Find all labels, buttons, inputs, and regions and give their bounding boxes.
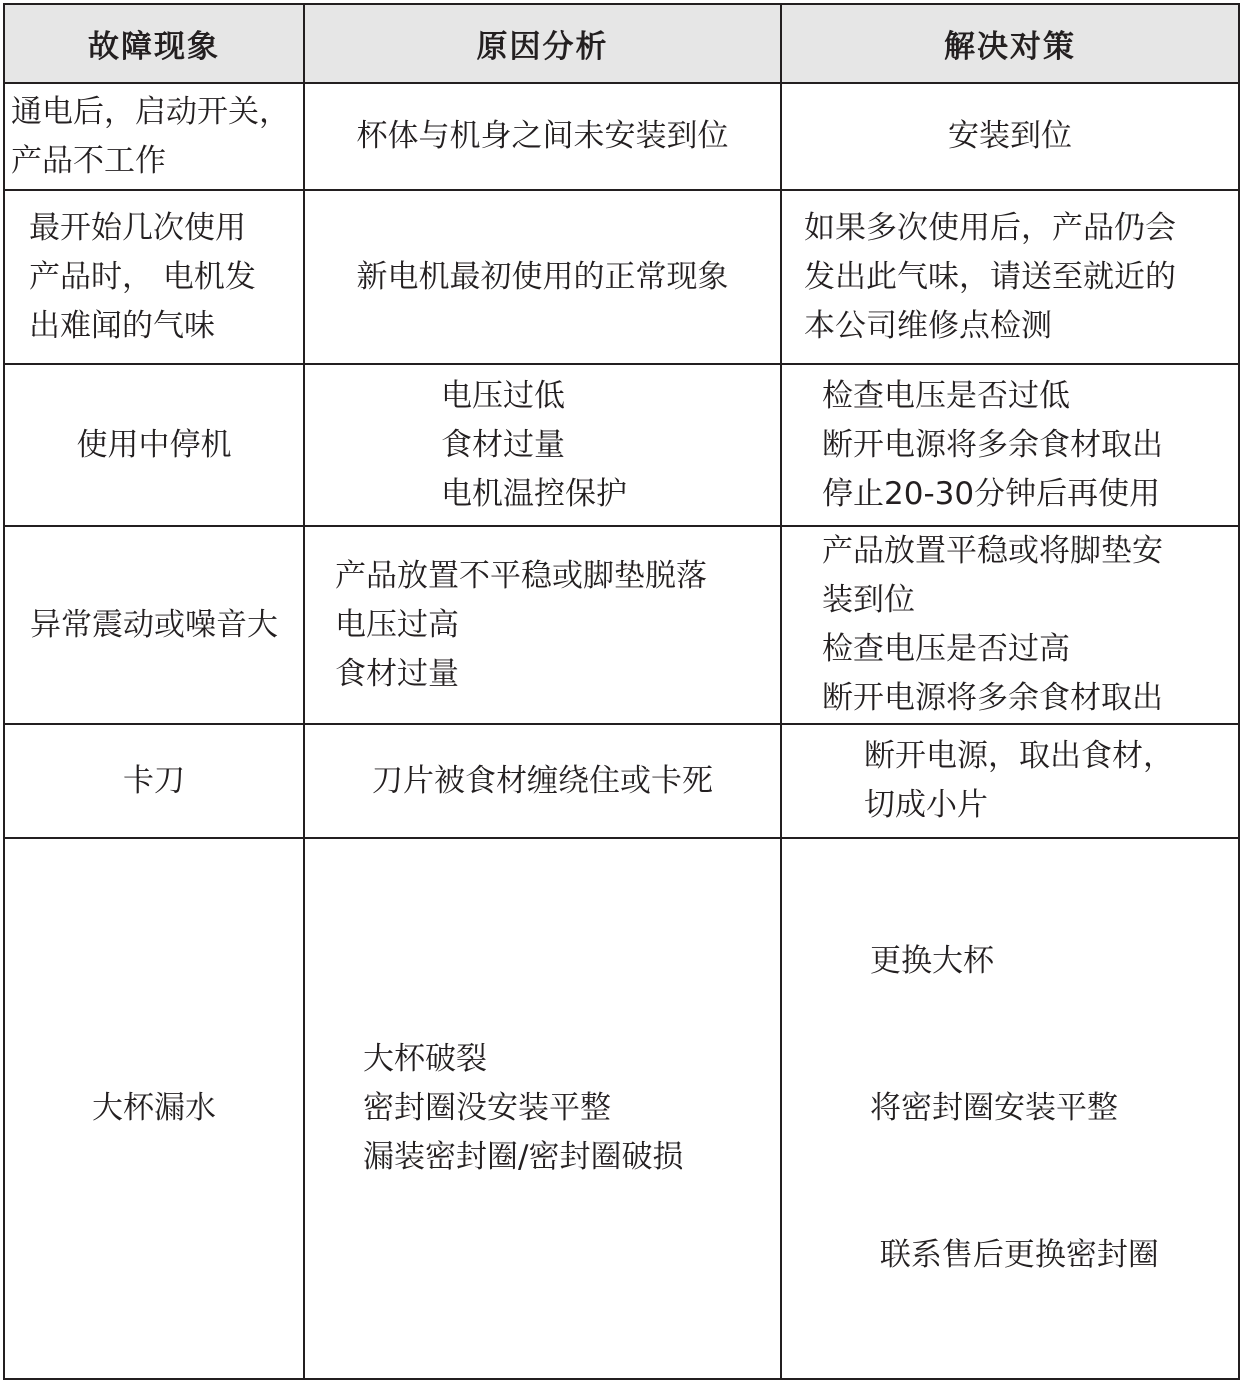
symptom-line: 出难闻的气味 xyxy=(29,307,215,344)
solution-cell xyxy=(781,364,1239,526)
table-row xyxy=(4,190,1239,364)
solution-line: 断开电源，取出食材， xyxy=(864,738,1174,774)
symptom-line: 最开始几次使用 xyxy=(29,209,246,246)
cause-cell xyxy=(304,838,781,1379)
symptom-line: 卡刀 xyxy=(123,762,185,799)
cause-line: 刀片被食材缠绕住或卡死 xyxy=(372,762,713,799)
symptom-cell xyxy=(4,364,304,526)
symptom-line: 通电后，启动开关， xyxy=(11,93,290,130)
table-row xyxy=(4,526,1239,724)
solution-cell xyxy=(781,724,1239,838)
solution-line: 安装到位 xyxy=(948,118,1072,154)
solution-line: 如果多次使用后，产品仍会 xyxy=(804,209,1176,246)
cause-line: 电机温控保护 xyxy=(441,475,627,512)
solution-line: 断开电源将多余食材取出 xyxy=(822,426,1163,463)
solution-line: 装到位 xyxy=(822,582,915,618)
cause-line: 电压过低 xyxy=(441,377,565,414)
symptom-line: 异常震动或噪音大 xyxy=(30,606,278,643)
cause-line: 新电机最初使用的正常现象 xyxy=(356,258,729,295)
solution-line: 联系售后更换密封圈 xyxy=(870,1237,1159,1273)
table-row xyxy=(4,724,1239,838)
solution-line: 检查电压是否过高 xyxy=(822,631,1070,667)
cause-line: 密封圈没安装平整 xyxy=(363,1090,611,1126)
solution-line: 将密封圈安装平整 xyxy=(870,1090,1118,1126)
solution-line: 停止20-30分钟后再使用 xyxy=(822,475,1161,512)
cause-line: 杯体与机身之间未安装到位 xyxy=(356,118,729,154)
header-solution: 解决对策 xyxy=(781,4,1239,83)
solution-line: 切成小片 xyxy=(864,787,988,823)
cause-line: 电压过高 xyxy=(335,606,459,643)
symptom-line: 使用中停机 xyxy=(76,426,232,463)
table-row xyxy=(4,838,1239,1379)
solution-line: 检查电压是否过低 xyxy=(822,377,1070,414)
cause-line: 产品放置不平稳或脚垫脱落 xyxy=(335,557,707,594)
cause-cell xyxy=(304,190,781,364)
symptom-line: 产品时， 电机发 xyxy=(29,258,256,295)
symptom-line: 大杯漏水 xyxy=(92,1090,216,1126)
header-row xyxy=(4,4,1239,83)
solution-line: 更换大杯 xyxy=(870,943,994,979)
solution-cell xyxy=(781,83,1239,190)
symptom-cell xyxy=(4,526,304,724)
solution-line: 产品放置平稳或将脚垫安 xyxy=(822,533,1163,569)
troubleshooting-table xyxy=(3,3,1240,1380)
table-row xyxy=(4,83,1239,190)
cause-cell xyxy=(304,364,781,526)
symptom-line: 产品不工作 xyxy=(11,142,166,179)
cause-cell xyxy=(304,83,781,190)
header-symptom: 故障现象 xyxy=(4,4,304,83)
solution-line: 本公司维修点检测 xyxy=(804,307,1052,344)
cause-cell xyxy=(304,526,781,724)
table-row xyxy=(4,364,1239,526)
cause-line: 漏装密封圈/密封圈破损 xyxy=(363,1139,684,1175)
header-cause: 原因分析 xyxy=(304,4,781,83)
symptom-cell xyxy=(4,190,304,364)
solution-line: 断开电源将多余食材取出 xyxy=(822,680,1163,716)
cause-line: 食材过量 xyxy=(335,655,459,692)
cause-line: 大杯破裂 xyxy=(363,1041,487,1077)
solution-cell xyxy=(781,838,1239,1379)
symptom-cell xyxy=(4,838,304,1379)
solution-cell xyxy=(781,526,1239,724)
solution-line: 发出此气味，请送至就近的 xyxy=(804,258,1176,295)
cause-cell xyxy=(304,724,781,838)
cause-line: 食材过量 xyxy=(441,426,565,463)
symptom-cell xyxy=(4,724,304,838)
solution-cell xyxy=(781,190,1239,364)
symptom-cell xyxy=(4,83,304,190)
